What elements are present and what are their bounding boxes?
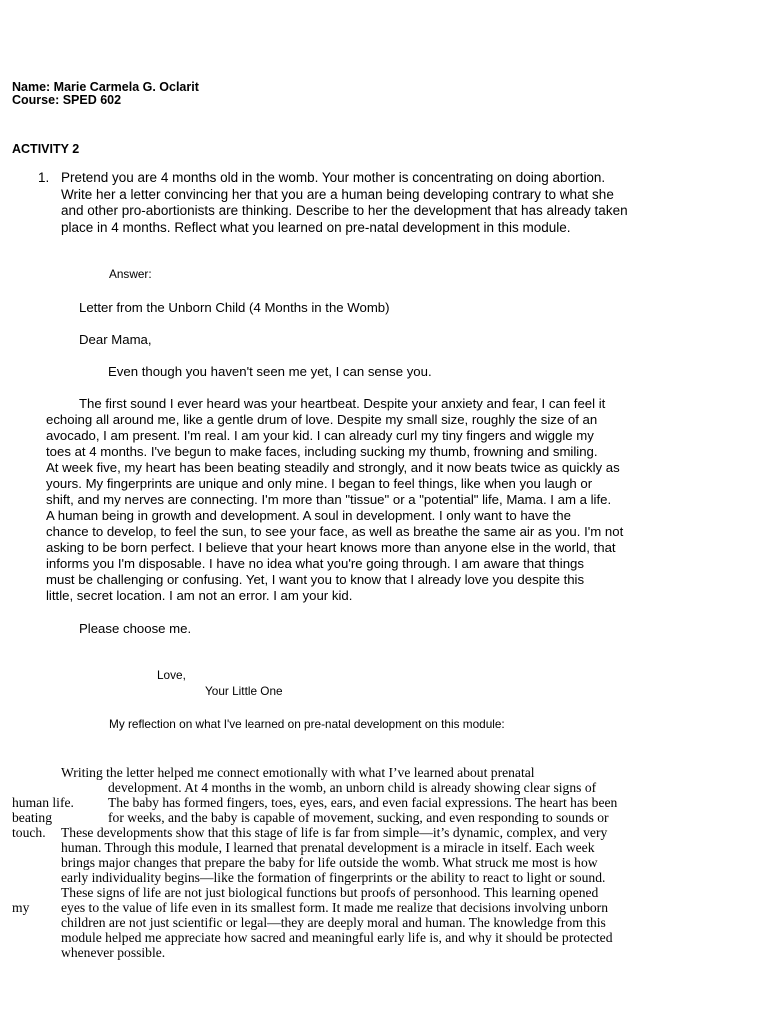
letter-body-line: avocado, I am present. I'm real. I am your kid. I can already curl my tiny fingers and wiggle my [46, 428, 594, 443]
reflection-line: These signs of life are not just biological functions but proofs of personhood. This learning opened [61, 885, 599, 900]
letter-body-line: informs you I'm disposable. I have no idea what you're going through. I am aware that things [46, 556, 584, 571]
reflection-line: human. Through this module, I learned that prenatal development is a miracle in itself. Each week [61, 840, 595, 855]
reflection-line: module helped me appreciate how sacred and meaningful early life is, and why it should be protected [61, 930, 613, 945]
reflection-line: children are not just scientific or legal—they are deeply moral and human. The knowledge from this [61, 915, 606, 930]
letter-body-line: chance to develop, to feel the sun, to see your face, as well as breathe the same air as you. I'm not [46, 524, 624, 539]
question-line: Write her a letter convincing her that you are a human being developing contrary to what she [61, 186, 614, 202]
reflection-margin-word: beating [12, 810, 53, 825]
question-line: Pretend you are 4 months old in the womb. Your mother is concentrating on doing abortion. [61, 170, 606, 185]
reflection-line: eyes to the value of life even in its smallest form. It made me realize that decisions involving unborn [61, 900, 608, 915]
letter-title: Letter from the Unborn Child (4 Months in the Womb) [79, 300, 390, 315]
letter-body-line: At week five, my heart has been beating steadily and strongly, and it now beats twice as quickly as [46, 460, 620, 475]
question-number: 1. [38, 170, 50, 185]
reflection-heading: My reflection on what I've learned on pre-natal development on this module: [109, 717, 505, 731]
letter-signature: Your Little One [205, 684, 283, 698]
reflection-line: These developments show that this stage of life is far from simple—it’s dynamic, complex, and very [61, 825, 608, 840]
letter-body-line: A human being in growth and development. A soul in development. I only want to have the [46, 508, 571, 523]
letter-body-line: must be challenging or confusing. Yet, I want you to know that I already love you despite this [46, 572, 585, 587]
letter-body-line: yours. My fingerprints are unique and only mine. I began to feel things, like when you laugh or [46, 476, 593, 491]
letter-body-line: shift, and my nerves are connecting. I'm more than "tissue" or a "potential" life, Mama. I am a life. [46, 492, 612, 507]
reflection-margin-word: human life. [12, 795, 74, 810]
course-line: Course: SPED 602 [12, 93, 122, 107]
letter-salutation: Dear Mama, [79, 332, 152, 347]
reflection-line: development. At 4 months in the womb, an unborn child is already showing clear signs of [108, 780, 597, 795]
reflection-margin-word: touch. [12, 825, 46, 840]
activity-title: ACTIVITY 2 [12, 142, 80, 156]
letter-closing-request: Please choose me. [79, 621, 192, 636]
letter-body-line: echoing all around me, like a gentle drum of love. Despite my small size, roughly the size of an [46, 412, 598, 427]
reflection-line: early individuality begins—like the formation of fingerprints or the ability to react to light or sound. [61, 870, 606, 885]
reflection-line: brings major changes that prepare the baby for life outside the womb. What struck me most is how [61, 855, 598, 870]
question-line: and other pro-abortionists are thinking. Describe to her the development that has already taken [61, 203, 628, 219]
reflection-line: whenever possible. [61, 945, 166, 960]
reflection-margin-word: my [12, 900, 30, 915]
reflection-line: Writing the letter helped me connect emotionally with what I’ve learned about prenatal [61, 765, 535, 780]
reflection-line: for weeks, and the baby is capable of movement, sucking, and even responding to sounds or [108, 810, 609, 825]
letter-body-line: toes at 4 months. I've begun to make faces, including sucking my thumb, frowning and smiling. [46, 444, 598, 459]
letter-signoff: Love, [157, 668, 186, 682]
reflection-line: The baby has formed fingers, toes, eyes, ears, and even facial expressions. The heart has been [108, 795, 618, 810]
letter-body-line: asking to be born perfect. I believe that your heart knows more than anyone else in the world, that [46, 540, 616, 555]
question-line: place in 4 months. Reflect what you learned on pre-natal development in this module. [61, 219, 571, 235]
letter-body-line: little, secret location. I am not an error. I am your kid. [46, 588, 353, 603]
letter-opening: Even though you haven't seen me yet, I can sense you. [108, 364, 432, 379]
answer-label: Answer: [109, 267, 152, 281]
student-name: Name: Marie Carmela G. Oclarit [12, 80, 199, 94]
letter-body-line: The first sound I ever heard was your heartbeat. Despite your anxiety and fear, I can feel it [79, 396, 606, 411]
